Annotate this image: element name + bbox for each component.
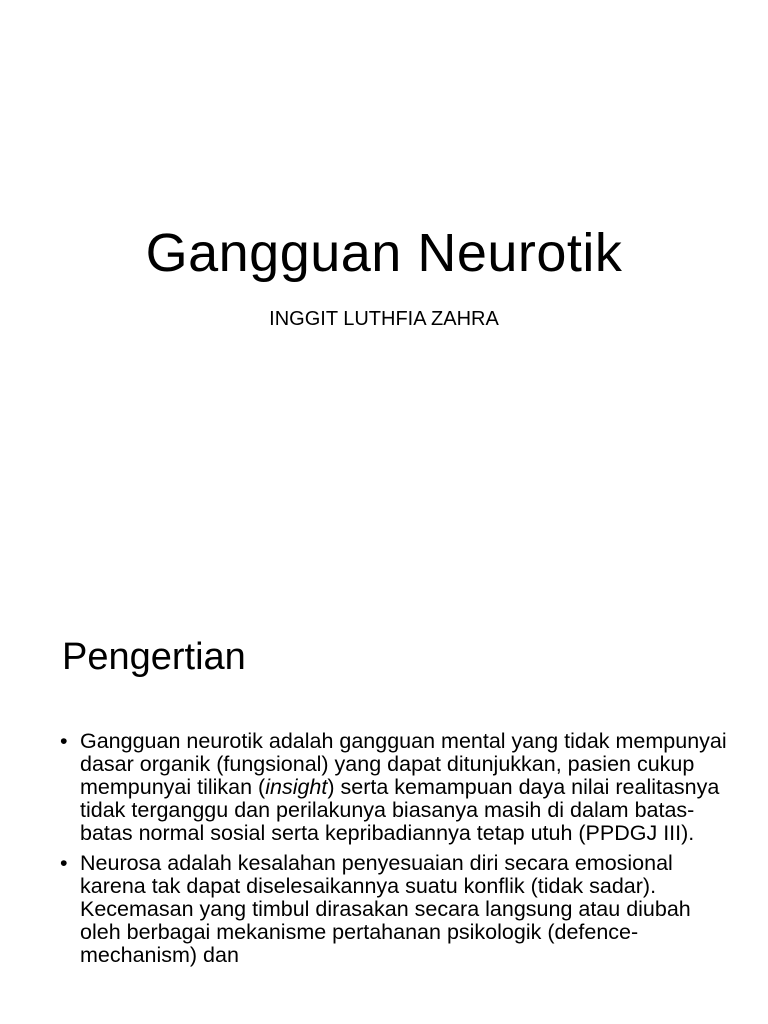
section-heading: Pengertian [62, 636, 246, 678]
bullet-dot-icon: • [60, 851, 68, 875]
bullet-text-continued: ) serta kemampuan daya nilai realitasnya tidak terganggu dan perilakunya biasanya masih di dalam batas-batas normal sosial serta kepribadiannya tetap utuh (PPDGJ III). [80, 775, 720, 845]
bullet-text: Neurosa adalah kesalahan penyesuaian diri secara emosional karena tak dapat diselesaikannya suatu konflik (tidak sadar). Kecemasan yang timbul dirasakan secara langsung atau diubah oleh berbagai mekanisme pertahanan psikologik (defence-mechanism) dan [80, 851, 691, 967]
bullet-item-definition [60, 730, 730, 845]
bullet-text: Gangguan neurotik adalah gangguan mental yang tidak mempunyai dasar organik (fungsional) yang dapat ditunjukkan, pasien cukup mempunyai tilikan ( [80, 729, 727, 799]
content-slide [0, 578, 768, 1024]
bullet-emphasis: insight [265, 775, 328, 799]
bullet-list [60, 730, 730, 974]
bullet-dot-icon: • [60, 729, 68, 753]
bullet-item-neurosa [60, 852, 730, 967]
presentation-title: Gangguan Neurotik [145, 223, 623, 283]
author-name: INGGIT LUTHFIA ZAHRA [269, 308, 499, 330]
